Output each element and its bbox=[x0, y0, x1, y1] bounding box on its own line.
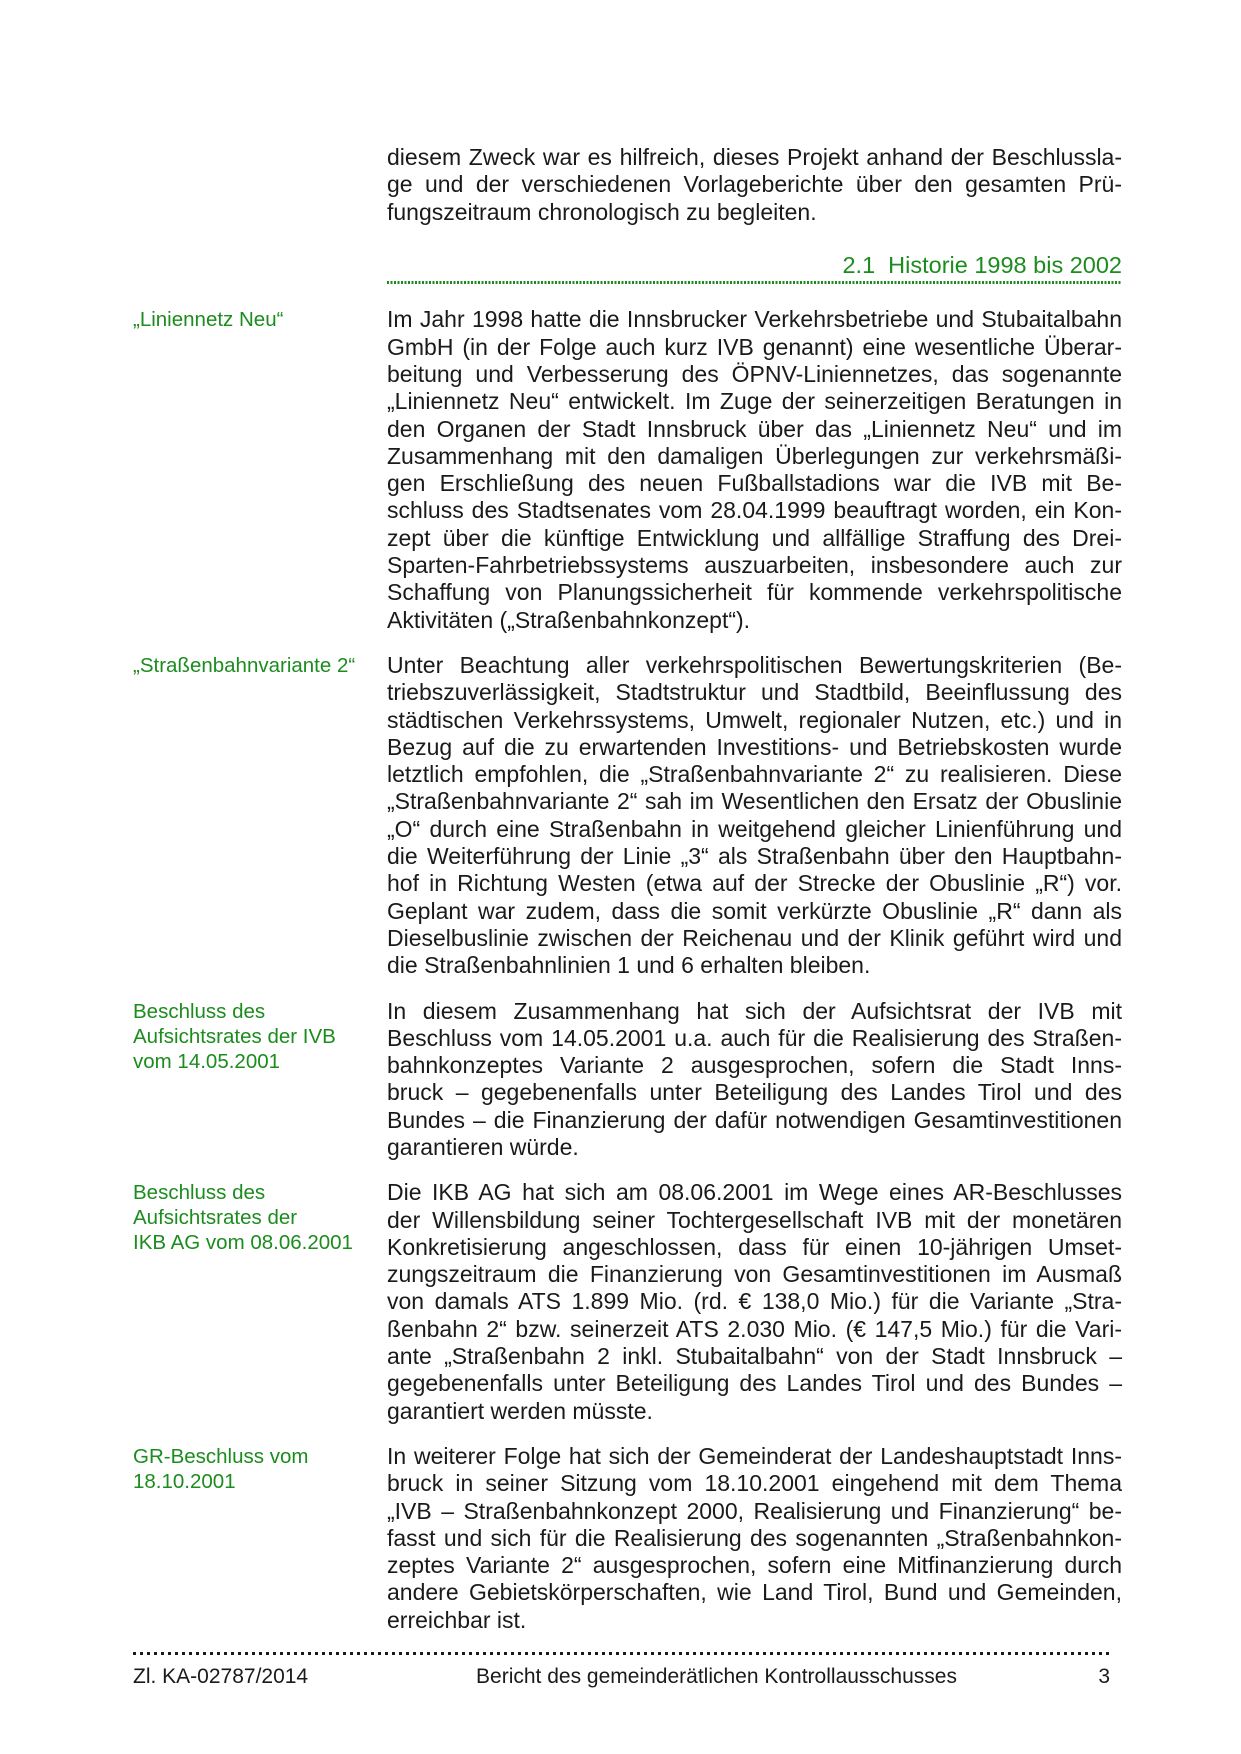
margin-note bbox=[133, 652, 387, 678]
margin-note-line: Beschluss des bbox=[133, 1181, 266, 1205]
paragraph-line: garantieren würde. bbox=[387, 1134, 579, 1160]
paragraph-line: Unter Beachtung aller verkehrspolitischen Bewertungskriterien (Be- bbox=[387, 651, 1122, 678]
paragraph-line: Schaffung von Planungssicherheit für kommende verkehrspolitische bbox=[387, 579, 1122, 606]
paragraph-line: fasst und sich für die Realisierung des sogenannten „Straßenbahnkon- bbox=[387, 1524, 1122, 1551]
intro-line: fungszeitraum chronologisch zu begleiten. bbox=[387, 198, 817, 225]
paragraph-line: ßenbahn 2“ bzw. seinerzeit ATS 2.030 Mio. (€ 147,5 Mio.) für die Vari- bbox=[387, 1315, 1122, 1342]
margin-note-line: Aufsichtsrates der IVB bbox=[133, 1024, 336, 1048]
paragraph-line: garantiert werden müsste. bbox=[387, 1397, 653, 1424]
paragraph-line: triebszuverlässigkeit, Stadtstruktur und Stadtbild, Beeinflussung des bbox=[387, 679, 1122, 706]
paragraph-line: andere Gebietskörperschaften, wie Land Tirol, Bund und Gemeinden, bbox=[387, 1579, 1122, 1606]
paragraph-line: städtischen Verkehrssystems, Umwelt, regionaler Nutzen, etc.) und in bbox=[387, 706, 1122, 733]
sections-container bbox=[133, 306, 1122, 1634]
paragraph-line: gegebenenfalls unter Beteiligung des Landes Tirol und des Bundes – bbox=[387, 1370, 1122, 1397]
section-paragraph bbox=[387, 1179, 1122, 1425]
paragraph-line: erreichbar ist. bbox=[387, 1606, 527, 1633]
paragraph-line: GmbH (in der Folge auch kurz IVB genannt) eine wesentliche Überar- bbox=[387, 333, 1122, 360]
paragraph-line: letztlich empfohlen, die „Straßenbahnvariante 2“ zu realisieren. Diese bbox=[387, 761, 1122, 788]
paragraph-line: Bezug auf die zu erwartenden Investitions- und Betriebskosten wurde bbox=[387, 733, 1122, 760]
paragraph-line: Geplant war zudem, dass die somit verkürzte Obuslinie „R“ dann als bbox=[387, 897, 1122, 924]
paragraph-line: „Liniennetz Neu“ entwickelt. Im Zuge der seinerzeitigen Beratungen in bbox=[387, 388, 1122, 415]
paragraph-line: beitung und Verbesserung des ÖPNV-Liniennetzes, das sogenannte bbox=[387, 360, 1122, 387]
paragraph-line: schluss des Stadtsenates vom 28.04.1999 beauftragt worden, ein Kon- bbox=[387, 497, 1122, 524]
paragraph-line: In weiterer Folge hat sich der Gemeinderat der Landeshauptstadt Inns- bbox=[387, 1442, 1122, 1469]
paragraph-line: „IVB – Straßenbahnkonzept 2000, Realisierung und Finanzierung“ be- bbox=[387, 1497, 1122, 1524]
margin-note bbox=[133, 1179, 387, 1255]
paragraph-line: zeptes Variante 2“ ausgesprochen, sofern eine Mitfinanzierung durch bbox=[387, 1552, 1122, 1579]
paragraph-line: Im Jahr 1998 hatte die Innsbrucker Verkehrsbetriebe und Stubaitalbahn bbox=[387, 306, 1122, 333]
paragraph-line: die Weiterführung der Linie „3“ als Straßenbahn über den Hauptbahn- bbox=[387, 843, 1122, 870]
paragraph-line: zept über die künftige Entwicklung und allfällige Straffung des Drei- bbox=[387, 524, 1122, 551]
paragraph-line: In diesem Zusammenhang hat sich der Aufsichtsrat der IVB mit bbox=[387, 997, 1122, 1024]
paragraph-line: „Straßenbahnvariante 2“ sah im Wesentlichen den Ersatz der Obuslinie bbox=[387, 788, 1122, 815]
paragraph-line: Dieselbuslinie zwischen der Reichenau und der Klinik geführt wird und bbox=[387, 924, 1122, 951]
intro-line: diesem Zweck war es hilfreich, dieses Projekt anhand der Beschlussla- bbox=[387, 144, 1122, 170]
margin-note-line: vom 14.05.2001 bbox=[133, 1049, 281, 1073]
paragraph-line: die Straßenbahnlinien 1 und 6 erhalten bleiben. bbox=[387, 952, 871, 979]
footer-page-number: 3 bbox=[1098, 1665, 1110, 1689]
margin-note-line: „Straßenbahnvariante 2“ bbox=[133, 653, 356, 677]
section-heading-number: 2.1 bbox=[842, 251, 876, 278]
paragraph-line: Beschluss vom 14.05.2001 u.a. auch für die Realisierung des Straßen- bbox=[387, 1024, 1122, 1051]
section-paragraph bbox=[387, 1443, 1122, 1634]
paragraph-line: von damals ATS 1.899 Mio. (rd. € 138,0 Mio.) für die Variante „Stra- bbox=[387, 1288, 1122, 1315]
margin-note-line: „Liniennetz Neu“ bbox=[133, 308, 284, 332]
intro-line: ge und der verschiedenen Vorlageberichte über den gesamten Prü- bbox=[387, 171, 1122, 198]
margin-note-line: 18.10.2001 bbox=[133, 1469, 236, 1493]
section-paragraph bbox=[387, 306, 1122, 634]
section-4 bbox=[133, 1179, 1122, 1425]
page-footer bbox=[133, 1652, 1110, 1690]
section-paragraph bbox=[387, 998, 1122, 1162]
section-paragraph bbox=[387, 652, 1122, 980]
margin-note-line: GR-Beschluss vom bbox=[133, 1444, 309, 1468]
paragraph-line: bruck – gegebenenfalls unter Beteiligung des Landes Tirol und des bbox=[387, 1079, 1122, 1106]
paragraph-line: bahnkonzeptes Variante 2 ausgesprochen, sofern die Stadt Inns- bbox=[387, 1052, 1122, 1079]
paragraph-line: den Organen der Stadt Innsbruck über das „Liniennetz Neu“ und im bbox=[387, 415, 1122, 442]
margin-note bbox=[133, 1443, 387, 1494]
paragraph-line: Zusammenhang mit den damaligen Überlegungen zur verkehrsmäßi- bbox=[387, 442, 1122, 469]
paragraph-line: Bundes – die Finanzierung der dafür notwendigen Gesamtinvestitionen bbox=[387, 1106, 1122, 1133]
section-heading-text: Historie 1998 bis 2002 bbox=[888, 251, 1122, 278]
margin-note-line: Beschluss des bbox=[133, 999, 266, 1023]
section-2 bbox=[133, 652, 1122, 980]
paragraph-line: „O“ durch eine Straßenbahn in weitgehend gleicher Linienführung und bbox=[387, 815, 1122, 842]
section-1 bbox=[133, 306, 1122, 634]
paragraph-line: hof in Richtung Westen (etwa auf der Strecke der Obuslinie „R“) vor. bbox=[387, 870, 1122, 897]
paragraph-line: zungszeitraum die Finanzierung von Gesamtinvestitionen im Ausmaß bbox=[387, 1261, 1122, 1288]
paragraph-line: der Willensbildung seiner Tochtergesellschaft IVB mit der monetären bbox=[387, 1206, 1122, 1233]
paragraph-line: Sparten-Fahrbetriebssystems auszuarbeiten, insbesondere auch zur bbox=[387, 552, 1122, 579]
paragraph-line: Die IKB AG hat sich am 08.06.2001 im Wege eines AR-Beschlusses bbox=[387, 1179, 1122, 1206]
paragraph-line: bruck in seiner Sitzung vom 18.10.2001 eingehend mit dem Thema bbox=[387, 1470, 1122, 1497]
section-3 bbox=[133, 998, 1122, 1162]
section-heading bbox=[387, 252, 1122, 280]
paragraph-line: gen Erschließung des neuen Fußballstadions war die IVB mit Be- bbox=[387, 470, 1122, 497]
paragraph-line: ante „Straßenbahn 2 inkl. Stubaitalbahn“ von der Stadt Innsbruck – bbox=[387, 1343, 1122, 1370]
footer-report-title: Bericht des gemeinderätlichen Kontrollausschusses bbox=[476, 1665, 957, 1689]
paragraph-line: Konkretisierung angeschlossen, dass für einen 10-jährigen Umset- bbox=[387, 1233, 1122, 1260]
margin-note bbox=[133, 998, 387, 1074]
footer-reference-number: Zl. KA-02787/2014 bbox=[133, 1665, 309, 1689]
margin-note-line: IKB AG vom 08.06.2001 bbox=[133, 1231, 353, 1255]
heading-dotted-rule bbox=[387, 281, 1122, 284]
footer-row bbox=[133, 1664, 1110, 1690]
margin-note bbox=[133, 306, 387, 332]
footer-dotted-rule bbox=[133, 1652, 1110, 1655]
paragraph-line: Aktivitäten („Straßenbahnkonzept“). bbox=[387, 606, 751, 633]
section-5 bbox=[133, 1443, 1122, 1634]
margin-note-line: Aufsichtsrates der bbox=[133, 1206, 298, 1230]
intro-paragraph bbox=[387, 144, 1122, 226]
